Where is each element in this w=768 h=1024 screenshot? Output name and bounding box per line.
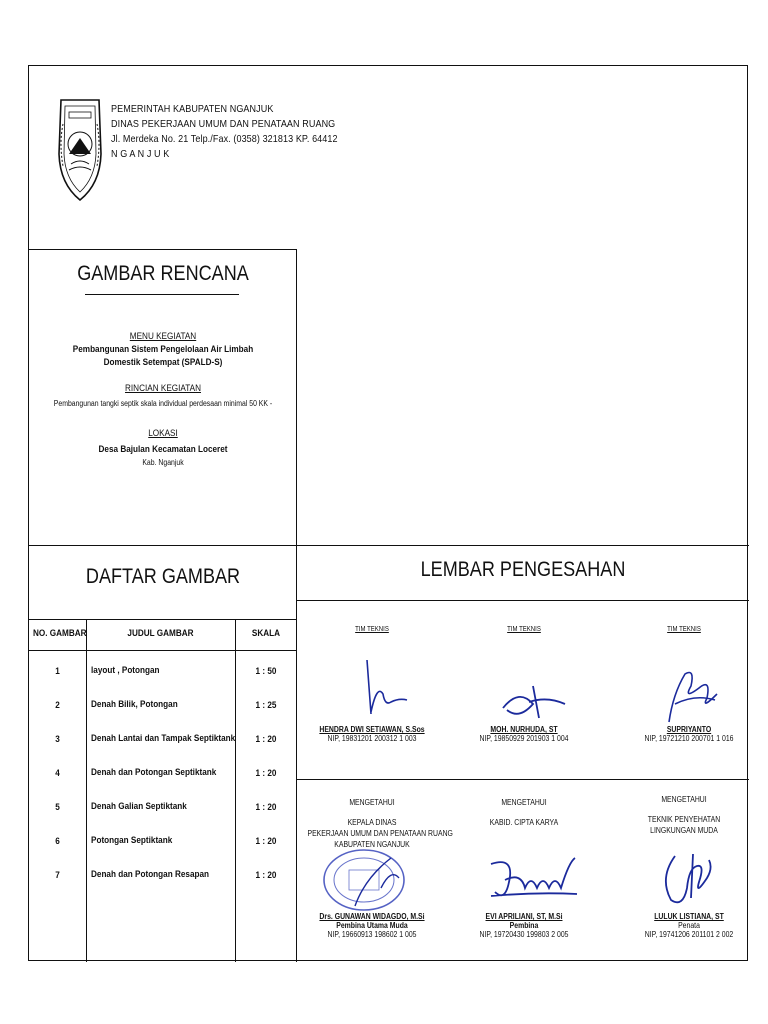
- official-name: Drs. GUNAWAN WIDAGDO, M.Si: [319, 912, 425, 921]
- pengesahan-panel: [297, 558, 749, 582]
- rincian-text: Pembangunan tangki septik skala individual perdesaan minimal 50 KK -: [53, 399, 273, 408]
- mengetahui-label: MENGETAHUI: [661, 795, 707, 804]
- row-no: 4: [55, 768, 60, 779]
- mengetahui-3: [619, 794, 749, 836]
- rincian-label: RINCIAN KEGIATAN: [125, 383, 201, 394]
- row-judul: Denah Lantai dan Tampak Septiktank: [91, 733, 236, 744]
- lokasi-line-2: Kab. Nganjuk: [142, 458, 184, 467]
- official-name: LULUK LISTIANA, ST: [654, 912, 724, 921]
- table-row: [29, 836, 297, 870]
- table-row: [29, 870, 297, 904]
- tim-nip: NIP, 19721210 200701 1 016: [644, 734, 734, 743]
- rencana-panel: [29, 262, 297, 286]
- drawing-list: [29, 666, 297, 904]
- tim-teknis-3: [619, 626, 749, 633]
- row-no: 3: [55, 734, 60, 745]
- row-skala: 1 : 20: [255, 802, 277, 813]
- signature-evi: [485, 852, 581, 910]
- official-name: EVI APRILIANI, ST, M.Si: [485, 912, 563, 921]
- govt-name: PEMERINTAH KABUPATEN NGANJUK: [111, 103, 274, 115]
- official-rank: Pembina Utama Muda: [336, 921, 408, 930]
- official-stamp: [321, 848, 407, 912]
- tim-sign-1: [297, 725, 447, 743]
- rencana-details: [29, 330, 297, 469]
- mengetahui-1: [297, 797, 453, 850]
- row-no: 2: [55, 700, 60, 711]
- row-skala: 1 : 20: [255, 836, 277, 847]
- mengetahui-sign-2: [449, 912, 599, 939]
- menu-label: MENU KEGIATAN: [129, 331, 197, 342]
- signature-luluk: [649, 848, 729, 910]
- official-rank: Pembina: [509, 921, 539, 930]
- row-judul: Potongan Septiktank: [91, 835, 173, 846]
- row-skala: 1 : 20: [255, 734, 277, 745]
- table-row: [29, 734, 297, 768]
- agency-address: Jl. Merdeka No. 21 Telp./Fax. (0358) 321813 KP. 64412: [111, 133, 338, 145]
- table-row: [29, 666, 297, 700]
- signature-supriyanto: [655, 664, 725, 726]
- menu-line-1: Pembangunan Sistem Pengelolaan Air Limbah: [72, 344, 254, 355]
- daftar-title: DAFTAR GAMBAR: [85, 565, 241, 588]
- official-nip: NIP, 19660913 198602 1 005: [327, 930, 417, 939]
- agency-letterhead: [111, 102, 338, 162]
- tim-label: TIM TEKNIS: [355, 626, 389, 633]
- table-row: [29, 700, 297, 734]
- divider: [296, 600, 749, 601]
- row-judul: Denah Bilik, Potongan: [91, 699, 178, 710]
- row-no: 5: [55, 802, 60, 813]
- col-skala: SKALA: [251, 628, 281, 639]
- row-no: 6: [55, 836, 60, 847]
- table-row: [29, 768, 297, 802]
- tim-sign-2: [449, 725, 599, 743]
- city-name: N G A N J U K: [111, 148, 170, 160]
- lokasi-label: LOKASI: [148, 428, 178, 439]
- divider: [29, 545, 749, 546]
- drawing-sheet: [28, 65, 748, 961]
- role-line-1: KABID. CIPTA KARYA: [489, 818, 559, 827]
- official-rank: Penata: [678, 921, 700, 930]
- table-row: [29, 802, 297, 836]
- role-line-2: PEKERJAAN UMUM DAN PENATAAN RUANG: [307, 829, 453, 838]
- row-no: 1: [55, 666, 60, 677]
- col-no: NO. GAMBAR: [32, 628, 87, 639]
- row-judul: Denah dan Potongan Resapan: [91, 869, 210, 880]
- row-judul: layout , Potongan: [91, 665, 160, 676]
- role-line-1: TEKNIK PENYEHATAN: [647, 815, 721, 824]
- mengetahui-sign-1: [297, 912, 447, 939]
- signature-nurhuda: [499, 678, 569, 728]
- lokasi-line-1: Desa Bajulan Kecamatan Loceret: [98, 444, 228, 455]
- tim-name: SUPRIYANTO: [666, 725, 712, 734]
- mengetahui-label: MENGETAHUI: [501, 798, 547, 807]
- tim-name: HENDRA DWI SETIAWAN, S.Sos: [319, 725, 425, 734]
- tim-nip: NIP, 19850929 201903 1 004: [479, 734, 569, 743]
- title-underline: [85, 294, 239, 295]
- divider: [296, 779, 749, 780]
- tim-sign-3: [629, 725, 749, 743]
- regency-logo: [55, 94, 105, 204]
- tim-teknis-1: [297, 626, 447, 633]
- col-judul: JUDUL GAMBAR: [127, 628, 194, 639]
- divider: [29, 650, 297, 651]
- divider: [29, 619, 297, 620]
- role-line-3: KABUPATEN NGANJUK: [334, 840, 410, 849]
- signature-hendra: [347, 654, 417, 724]
- agency-name: DINAS PEKERJAAN UMUM DAN PENATAAN RUANG: [111, 118, 336, 130]
- role-line-2: LINGKUNGAN MUDA: [650, 826, 718, 835]
- row-judul: Denah dan Potongan Septiktank: [91, 767, 217, 778]
- role-line-1: KEPALA DINAS: [347, 818, 397, 827]
- menu-line-2: Domestik Setempat (SPALD-S): [103, 357, 223, 368]
- mengetahui-2: [449, 797, 599, 828]
- row-skala: 1 : 50: [255, 666, 277, 677]
- row-judul: Denah Galian Septiktank: [91, 801, 187, 812]
- divider: [29, 249, 297, 250]
- row-skala: 1 : 20: [255, 870, 277, 881]
- tim-nip: NIP, 19831201 200312 1 003: [327, 734, 417, 743]
- row-skala: 1 : 25: [255, 700, 277, 711]
- official-nip: NIP, 19720430 199803 2 005: [479, 930, 569, 939]
- official-nip: NIP, 19741206 201101 2 002: [644, 930, 734, 939]
- mengetahui-label: MENGETAHUI: [349, 798, 395, 807]
- tim-label: TIM TEKNIS: [667, 626, 701, 633]
- tim-name: MOH. NURHUDA, ST: [490, 725, 558, 734]
- pengesahan-title: LEMBAR PENGESAHAN: [420, 558, 626, 581]
- rencana-title: GAMBAR RENCANA: [77, 262, 249, 285]
- row-no: 7: [55, 870, 60, 881]
- mengetahui-sign-3: [629, 912, 749, 939]
- daftar-panel: [29, 565, 297, 589]
- tim-label: TIM TEKNIS: [507, 626, 541, 633]
- row-skala: 1 : 20: [255, 768, 277, 779]
- tim-teknis-2: [449, 626, 599, 633]
